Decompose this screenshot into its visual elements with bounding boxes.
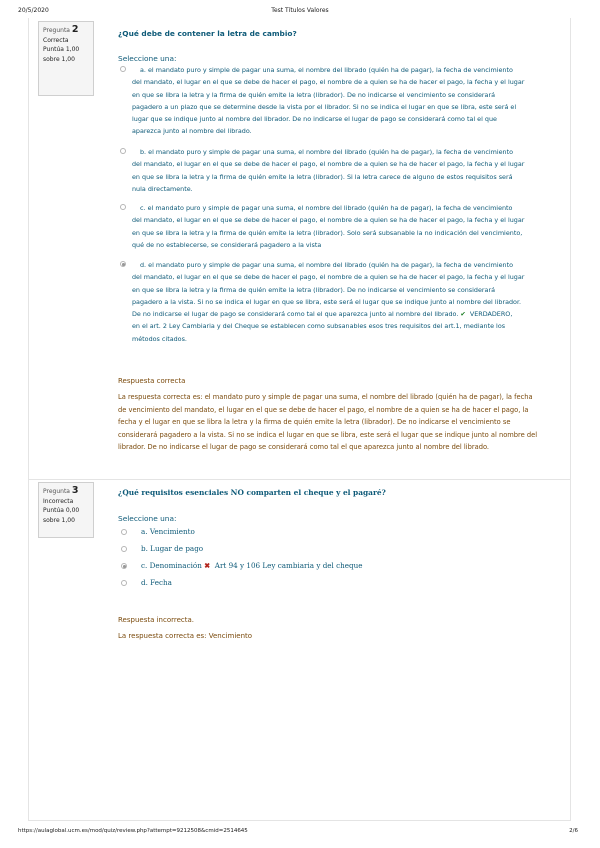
question-divider: [28, 479, 571, 480]
answer-option-b[interactable]: b. el mandato puro y simple de pagar una suma, el nombre del librado (quién ha de pagar), la fecha de vencimiento del mandato, el lugar en el que se debe de hacer el pago, el nombre de a quien se ha de hacer el pago, la fecha y el lugar en que se libra la letra y la firma de quién emite la letra (librador). Si la letra carece de alguno de estos requisitos será nula directamente.: [118, 146, 550, 195]
question-number: 2: [71, 24, 79, 35]
question-score: Puntúa 1,00: [43, 46, 80, 53]
question-text: ¿Qué debe de contener la letra de cambio?: [118, 29, 297, 38]
answer-option-b[interactable]: b. Lugar de pago: [118, 544, 203, 553]
radio-button[interactable]: [121, 529, 127, 535]
radio-button[interactable]: [120, 66, 126, 72]
radio-button-selected[interactable]: [121, 563, 127, 569]
answer-option-c[interactable]: c. el mandato puro y simple de pagar una suma, el nombre del librado (quién ha de pagar), la fecha de vencimiento del mandato, el lugar en el que se debe de hacer el pago, el nombre de a quien se ha de hacer el pago, la fecha y el lugar en que se libra la letra y la firma de quién emite la letra (librador). Solo será subsanable la no indicación del vencimiento, qué de no establecerse, se considerará pagadero a la vista: [118, 202, 550, 251]
question-label: Pregunta: [43, 488, 70, 495]
check-icon: ✔: [460, 310, 466, 319]
answer-option-a[interactable]: a. el mandato puro y simple de pagar una suma, el nombre del librado (quién ha de pagar), la fecha de vencimiento del mandato, el lugar en el que se debe de hacer el pago, el nombre de a quien se ha de hacer el pago, la fecha y el lugar en que se libra la letra y la firma de quién emite la letra (librador). De no indicarse el vencimiento se considerará pagadero a un plazo que se determine desde la vista por el librador. Si no se indica el lugar en que se libra, este será el lugar que se indique junto al nombre del librador. De no indicarse el lugar de pago se considerará como tal el que aparezca junto al nombre del librado.: [118, 64, 550, 138]
print-date: 20/5/2020: [18, 7, 49, 14]
answer-note: Art 94 y 106 Ley cambiaria y del cheque: [214, 561, 363, 570]
print-url: https://aulaglobal.ucm.es/mod/quiz/review.php?attempt=9212508&cmid=2514645: [18, 828, 248, 834]
print-page-number: 2/6: [569, 828, 578, 834]
select-one-label: Seleccione una:: [118, 514, 177, 523]
answer-option-a[interactable]: a. Vencimiento: [118, 527, 195, 536]
radio-button[interactable]: [120, 148, 126, 154]
feedback-title: Respuesta incorrecta.: [118, 616, 195, 624]
question-number: 3: [71, 485, 79, 496]
correct-mark-text: VERDADERO,: [469, 310, 513, 319]
answer-option-d[interactable]: d. el mandato puro y simple de pagar una suma, el nombre del librado (quién ha de pagar), la fecha de vencimiento del mandato, el lugar en el que se debe de hacer el pago, el nombre de a quien se ha de hacer el pago, la fecha y el lugar en que se libra la letra y la firma de quién emite la letra (librador). De no indicarse el vencimiento se considerará pagadero a la vista. Si no se indica el lugar en que se libra, este será el lugar que se indique junto al nombre del librador. De no indicarse el lugar de pago se considerará como tal el que aparezca junto al nombre del librado. ✔ VERDADERO, en el art. 2 Ley Cambiaria y del Cheque se establecen como subsanables esos tres requisitos del art.1, mediante los métodos citados.: [118, 259, 550, 345]
print-header: [0, 7, 600, 19]
feedback-correct-answer: La respuesta correcta es: Vencimiento: [118, 632, 253, 640]
cross-icon: ✖: [204, 561, 211, 570]
radio-button[interactable]: [120, 204, 126, 210]
question-state: Incorrecta: [43, 497, 74, 505]
radio-button[interactable]: [121, 546, 127, 552]
question-info-box: [38, 482, 94, 538]
question-text: ¿Qué requisitos esenciales NO comparten el cheque y el pagaré?: [118, 488, 386, 497]
question-state: Correcta: [43, 36, 69, 44]
question-label: Pregunta: [43, 27, 70, 34]
question-info-box: [38, 21, 94, 96]
question-score-max: sobre 1,00: [43, 516, 75, 524]
right-frame-line: [570, 18, 571, 821]
feedback-correct-answer: La respuesta correcta es: el mandato puro y simple de pagar una suma, el nombre del librado (quién ha de pagar), la fecha de vencimiento del mandato, el lugar en el que se debe de hacer el pago, el nombre de a quien se ha de hacer el pago, la fecha y el lugar en que se libra la letra y la firma de quién emite la letra (librador). De no indicarse el vencimiento se considerará pagadero a la vista. Si no se indica el lugar en que se libra, este será el lugar que se indique junto al nombre del librador. De no indicarse el lugar de pago se considerará como tal el que aparezca junto al nombre del librado.: [118, 393, 538, 451]
question-score: Puntúa 0,00: [43, 507, 80, 514]
left-frame-line: [28, 18, 29, 821]
radio-button-selected[interactable]: [120, 261, 126, 267]
bottom-divider: [28, 820, 571, 821]
answer-option-c[interactable]: c. Denominación ✖ Art 94 y 106 Ley cambiaria y del cheque: [118, 561, 363, 570]
answer-option-d[interactable]: d. Fecha: [118, 578, 172, 587]
feedback-title: Respuesta correcta: [118, 377, 186, 385]
select-one-label: Seleccione una:: [118, 54, 177, 63]
print-title: Test Títulos Valores: [271, 7, 329, 14]
radio-button[interactable]: [121, 580, 127, 586]
question-score-max: sobre 1,00: [43, 55, 75, 63]
